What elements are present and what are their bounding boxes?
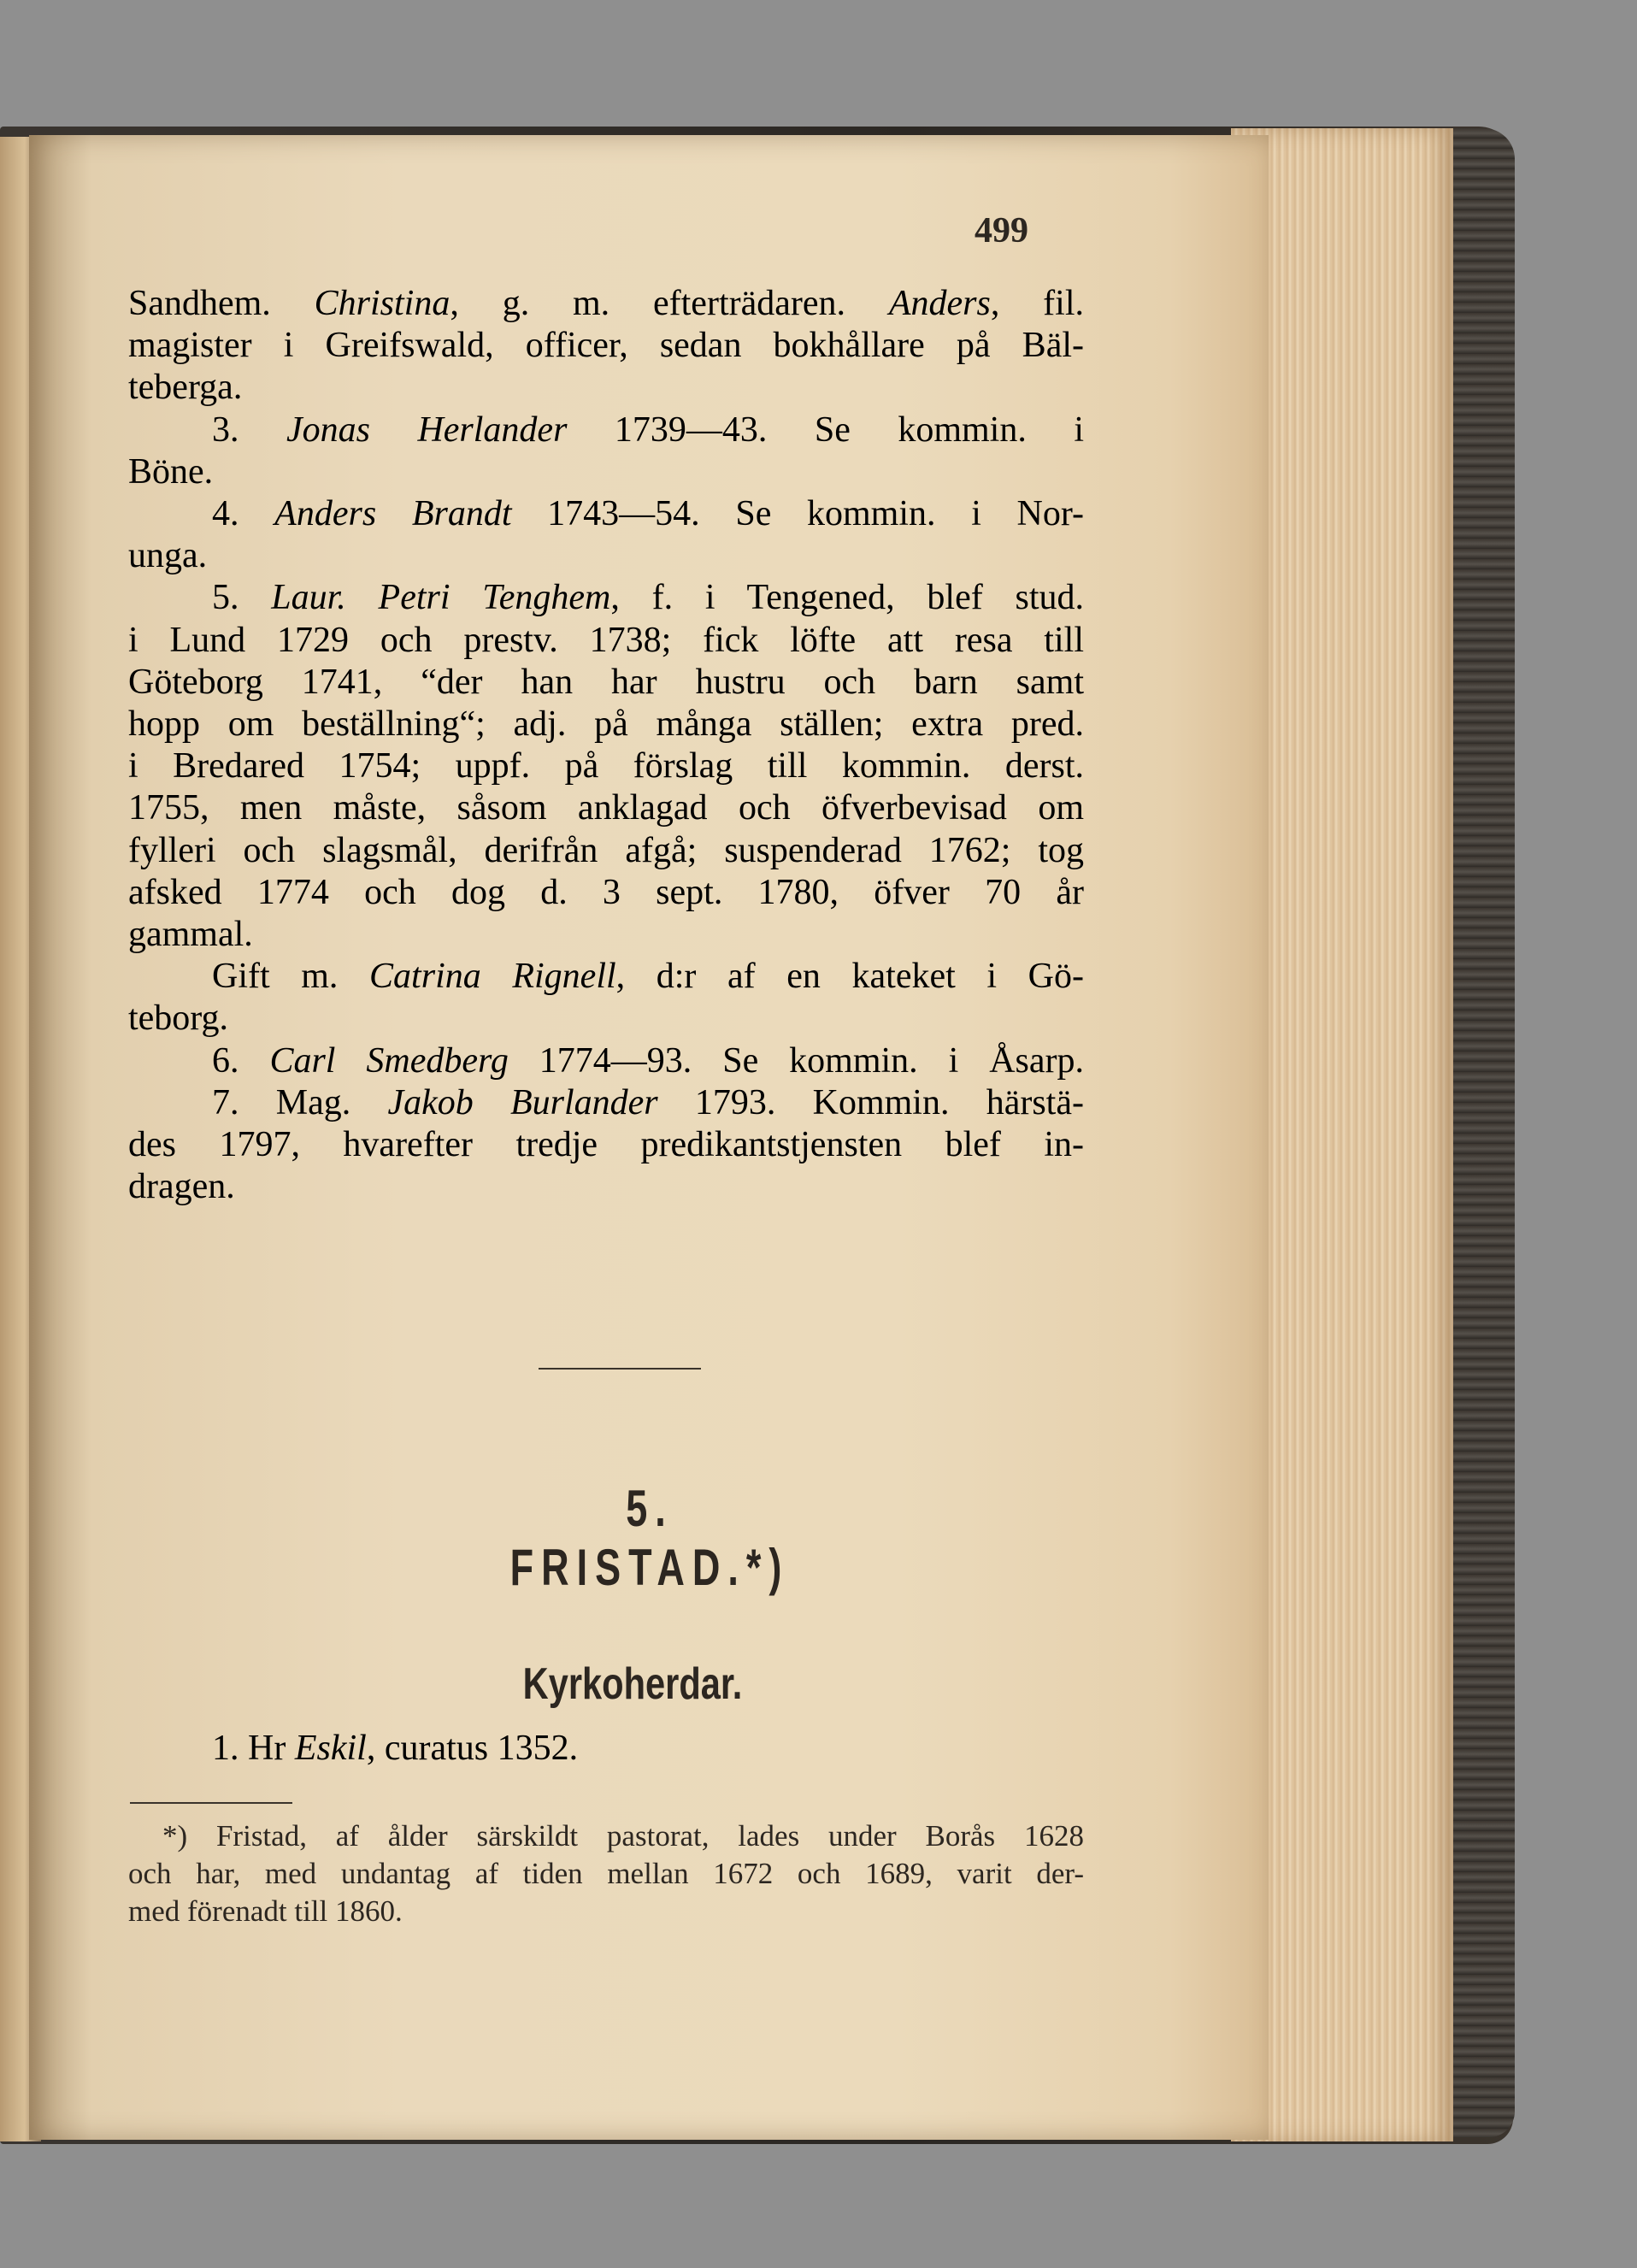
text-line — [128, 282, 1084, 325]
text-run: , curatus 1352. — [366, 1729, 579, 1768]
italic-name: Laur. Petri Tenghem — [271, 578, 611, 618]
text-run: 1755, men måste, såsom anklagad och öfverbevisad om — [128, 788, 1084, 828]
text-line — [128, 451, 1084, 493]
text-run: teborg. — [128, 999, 229, 1039]
text-line — [128, 871, 1084, 914]
text-run: 1774—93. Se kommin. i Åsarp. — [508, 1040, 1085, 1081]
italic-name: Carl Smedberg — [269, 1040, 509, 1081]
section-divider — [539, 1368, 701, 1370]
text-run: Gift m. — [212, 957, 370, 997]
text-run: magister i Greifswald, officer, sedan bokhållare på Bäl- — [128, 326, 1084, 366]
text-line — [212, 955, 1084, 998]
text-run: unga. — [128, 536, 208, 576]
page-number: 499 — [975, 211, 1028, 250]
footnote-line: och har, med undantag af tiden mellan 1672 och 1689, varit der- — [128, 1857, 1084, 1890]
text-line — [128, 1123, 1084, 1166]
italic-name: Catrina Rignell — [369, 957, 616, 997]
text-run: 1739—43. Se kommin. i — [567, 409, 1084, 450]
text-run: 1743—54. Se kommin. i Nor- — [511, 494, 1084, 533]
text-run: 5. — [212, 578, 272, 618]
italic-name: Eskil — [294, 1729, 367, 1768]
text-run: , fil. — [990, 284, 1084, 323]
text-line — [128, 786, 1084, 829]
text-line — [128, 997, 1084, 1040]
text-line — [128, 366, 1084, 409]
text-run: 1. Hr — [212, 1729, 295, 1768]
italic-name: Christina — [314, 284, 450, 323]
text-line — [128, 661, 1084, 704]
text-line — [128, 829, 1084, 872]
text-line — [128, 324, 1084, 367]
text-run: , f. i Tengened, blef stud. — [610, 578, 1084, 618]
text-run: fylleri och slagsmål, derifrån afgå; suspenderad 1762; tog — [128, 830, 1084, 870]
text-run: afsked 1774 och dog d. 3 sept. 1780, öfver 70 år — [128, 872, 1084, 912]
entry-line — [212, 1727, 1084, 1770]
text-line — [128, 913, 1084, 956]
italic-name: Jakob Burlander — [387, 1082, 658, 1122]
text-run: gammal. — [128, 915, 253, 954]
text-run: teberga. — [128, 368, 243, 408]
text-run: des 1797, hvarefter tredje predikantstjensten blef in- — [128, 1125, 1084, 1164]
text-line — [212, 576, 1084, 619]
text-run: 1793. Kommin. härstä- — [657, 1082, 1084, 1122]
text-line — [212, 492, 1084, 535]
text-line — [128, 619, 1084, 662]
text-run: Böne. — [128, 451, 214, 492]
text-run: dragen. — [128, 1167, 235, 1207]
text-line — [128, 745, 1084, 787]
subheading: Kyrkoherdar. — [522, 1659, 743, 1709]
text-line — [128, 534, 1084, 577]
text-line — [128, 1165, 1084, 1208]
footnote-rule — [130, 1802, 292, 1804]
text-run: i Bredared 1754; uppf. på förslag till kommin. derst. — [128, 746, 1084, 786]
text-line — [212, 409, 1084, 451]
text-run: , g. m. efterträdaren. — [450, 284, 889, 323]
text-run: , d:r af en kateket i Gö- — [615, 957, 1084, 997]
footnote-line: med förenadt till 1860. — [128, 1894, 403, 1928]
footnote-line: *) Fristad, af ålder särskildt pastorat, lades under Borås 1628 — [162, 1819, 1084, 1853]
text-run: i Lund 1729 och prestv. 1738; fick löfte att resa till — [128, 620, 1084, 660]
text-run: Sandhem. — [128, 284, 315, 323]
text-run: 7. Mag. — [212, 1082, 388, 1122]
text-line — [212, 1081, 1084, 1124]
section-title: 5. FRISTAD.*) — [509, 1480, 790, 1596]
text-line — [212, 1040, 1084, 1082]
text-run: hopp om beställning“; adj. på många ställen; extra pred. — [128, 704, 1084, 744]
italic-name: Anders Brandt — [274, 494, 512, 533]
italic-name: Anders — [888, 284, 991, 323]
text-run: 4. — [212, 494, 275, 533]
italic-name: Jonas Herlander — [286, 409, 568, 450]
text-run: 3. — [212, 409, 286, 450]
text-run: Göteborg 1741, “der han har hustru och barn samt — [128, 662, 1084, 702]
text-run: 6. — [212, 1040, 270, 1081]
cover-spine-edge — [1453, 128, 1515, 2137]
text-line — [128, 703, 1084, 745]
